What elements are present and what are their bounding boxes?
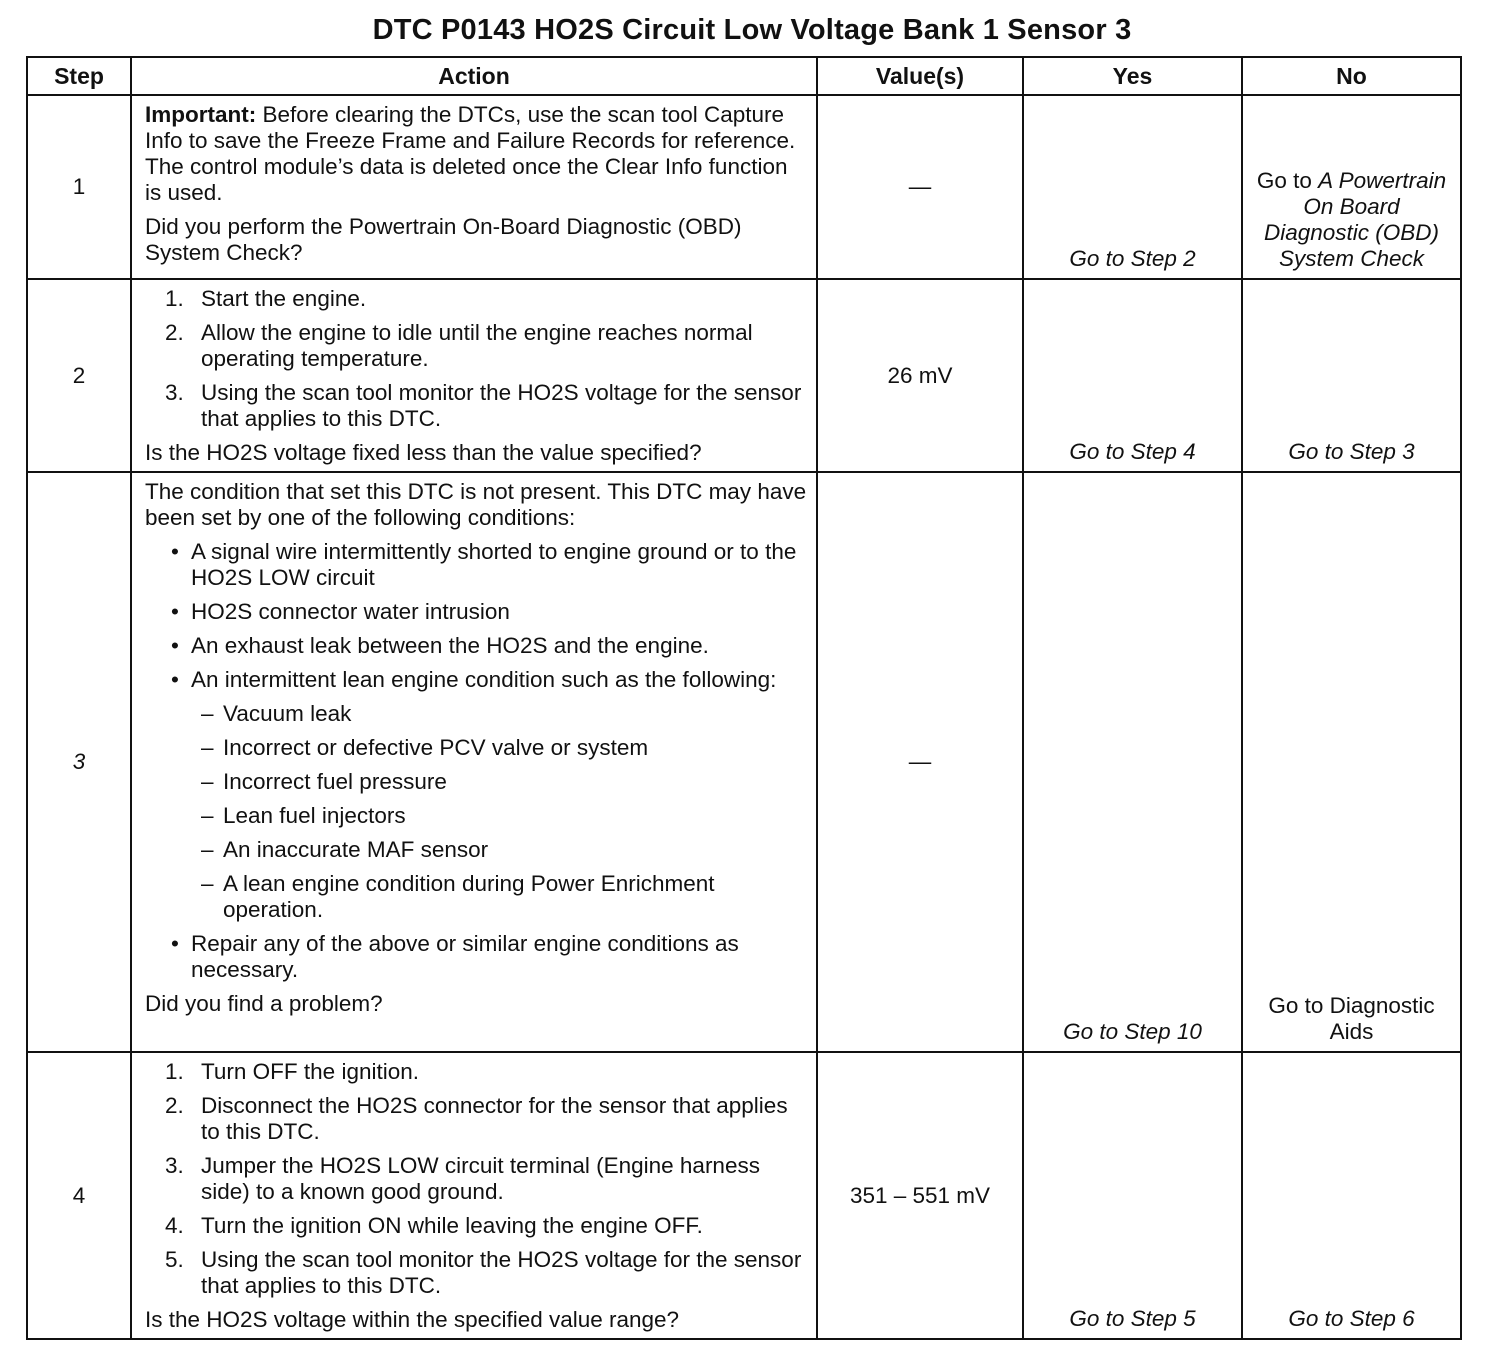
value-cell: —: [817, 472, 1023, 1052]
list-item: 1. Start the engine.: [165, 286, 367, 311]
table-row-step-4: [27, 1052, 1461, 1339]
yes-cell: Go to Step 4: [1023, 279, 1242, 472]
yes-cell: Go to Step 5: [1023, 1052, 1242, 1339]
header-step: Step: [27, 57, 131, 95]
sub-list-item: – A lean engine condition during Power Enrichment operation.: [201, 871, 715, 922]
no-cell: [1242, 95, 1461, 279]
step-question: Did you find a problem?: [145, 991, 383, 1016]
table-row-step-3: [27, 472, 1461, 1052]
important-note: [145, 102, 808, 206]
no-cell: Go to Step 6: [1242, 1052, 1461, 1339]
value-cell: —: [817, 95, 1023, 279]
yes-cell: Go to Step 10: [1023, 472, 1242, 1052]
step-number: 1: [27, 95, 131, 279]
action-cell: [131, 95, 817, 279]
yes-cell: Go to Step 2: [1023, 95, 1242, 279]
header-row: [27, 57, 1461, 95]
table-row-step-2: [27, 279, 1461, 472]
no-prefix: Go to: [1256, 168, 1319, 193]
step-question: Is the HO2S voltage within the specified value range?: [145, 1307, 680, 1332]
sub-list-item: – Incorrect fuel pressure: [201, 769, 447, 794]
procedure-list: [145, 1059, 808, 1299]
list-item: 4. Turn the ignition ON while leaving the engine OFF.: [165, 1213, 703, 1238]
condition-list: [145, 539, 808, 983]
list-item: • Repair any of the above or similar engine conditions as necessary.: [171, 931, 739, 982]
no-cell: Go to Diagnostic Aids: [1242, 472, 1461, 1052]
step-number: 2: [27, 279, 131, 472]
action-cell: [131, 279, 817, 472]
diagnostic-table: [26, 56, 1462, 1340]
list-item: • HO2S connector water intrusion: [171, 599, 510, 624]
sub-list-item: – An inaccurate MAF sensor: [201, 837, 489, 862]
list-item: • An intermittent lean engine condition such as the following: – Vacuum leak – Incorrect or defective PCV valve or system – Incorrect fuel pressure – Lean fuel injectors – An inaccurate MAF sensor – A lean engine condition during Power Enrichment operation.: [145, 667, 808, 923]
header-action: Action: [131, 57, 817, 95]
no-reference: A Powertrain On Board Diagnostic (OBD) System Check: [1263, 168, 1447, 271]
step-question: Did you perform the Powertrain On-Board Diagnostic (OBD) System Check?: [145, 214, 742, 265]
header-no: No: [1242, 57, 1461, 95]
list-item: 3. Jumper the HO2S LOW circuit terminal (Engine harness side) to a known good ground.: [165, 1153, 760, 1204]
header-values: Value(s): [817, 57, 1023, 95]
step-number: 4: [27, 1052, 131, 1339]
step-question: Is the HO2S voltage fixed less than the value specified?: [145, 440, 702, 465]
page-title: DTC P0143 HO2S Circuit Low Voltage Bank 1 Sensor 3: [372, 14, 1132, 46]
list-item: 2. Allow the engine to idle until the engine reaches normal operating temperature.: [165, 320, 753, 371]
list-item: 1. Turn OFF the ignition.: [165, 1059, 420, 1084]
sub-condition-list: [191, 701, 808, 923]
list-item: 5. Using the scan tool monitor the HO2S voltage for the sensor that applies to this DTC.: [165, 1247, 802, 1298]
step-number: 3: [27, 472, 131, 1052]
sub-list-item: – Vacuum leak: [201, 701, 352, 726]
procedure-list: [145, 286, 808, 432]
list-item: 3. Using the scan tool monitor the HO2S voltage for the sensor that applies to this DTC.: [165, 380, 802, 431]
list-item: • A signal wire intermittently shorted to engine ground or to the HO2S LOW circuit: [171, 539, 797, 590]
table-row-step-1: [27, 95, 1461, 279]
header-yes: Yes: [1023, 57, 1242, 95]
important-text: Before clearing the DTCs, use the scan tool Capture Info to save the Freeze Frame and Failure Records for reference. The control module’s data is deleted once the Clear Info function is used.: [145, 102, 796, 205]
sub-list-item: – Lean fuel injectors: [201, 803, 406, 828]
action-cell: [131, 472, 817, 1052]
value-cell: 26 mV: [817, 279, 1023, 472]
no-cell: Go to Step 3: [1242, 279, 1461, 472]
value-cell: 351 – 551 mV: [817, 1052, 1023, 1339]
condition-intro: The condition that set this DTC is not present. This DTC may have been set by one of the following conditions:: [145, 479, 807, 530]
list-item: • An exhaust leak between the HO2S and the engine.: [171, 633, 709, 658]
list-item: 2. Disconnect the HO2S connector for the sensor that applies to this DTC.: [165, 1093, 788, 1144]
important-label: Important:: [145, 102, 257, 127]
action-cell: [131, 1052, 817, 1339]
sub-list-item: – Incorrect or defective PCV valve or system: [201, 735, 649, 760]
